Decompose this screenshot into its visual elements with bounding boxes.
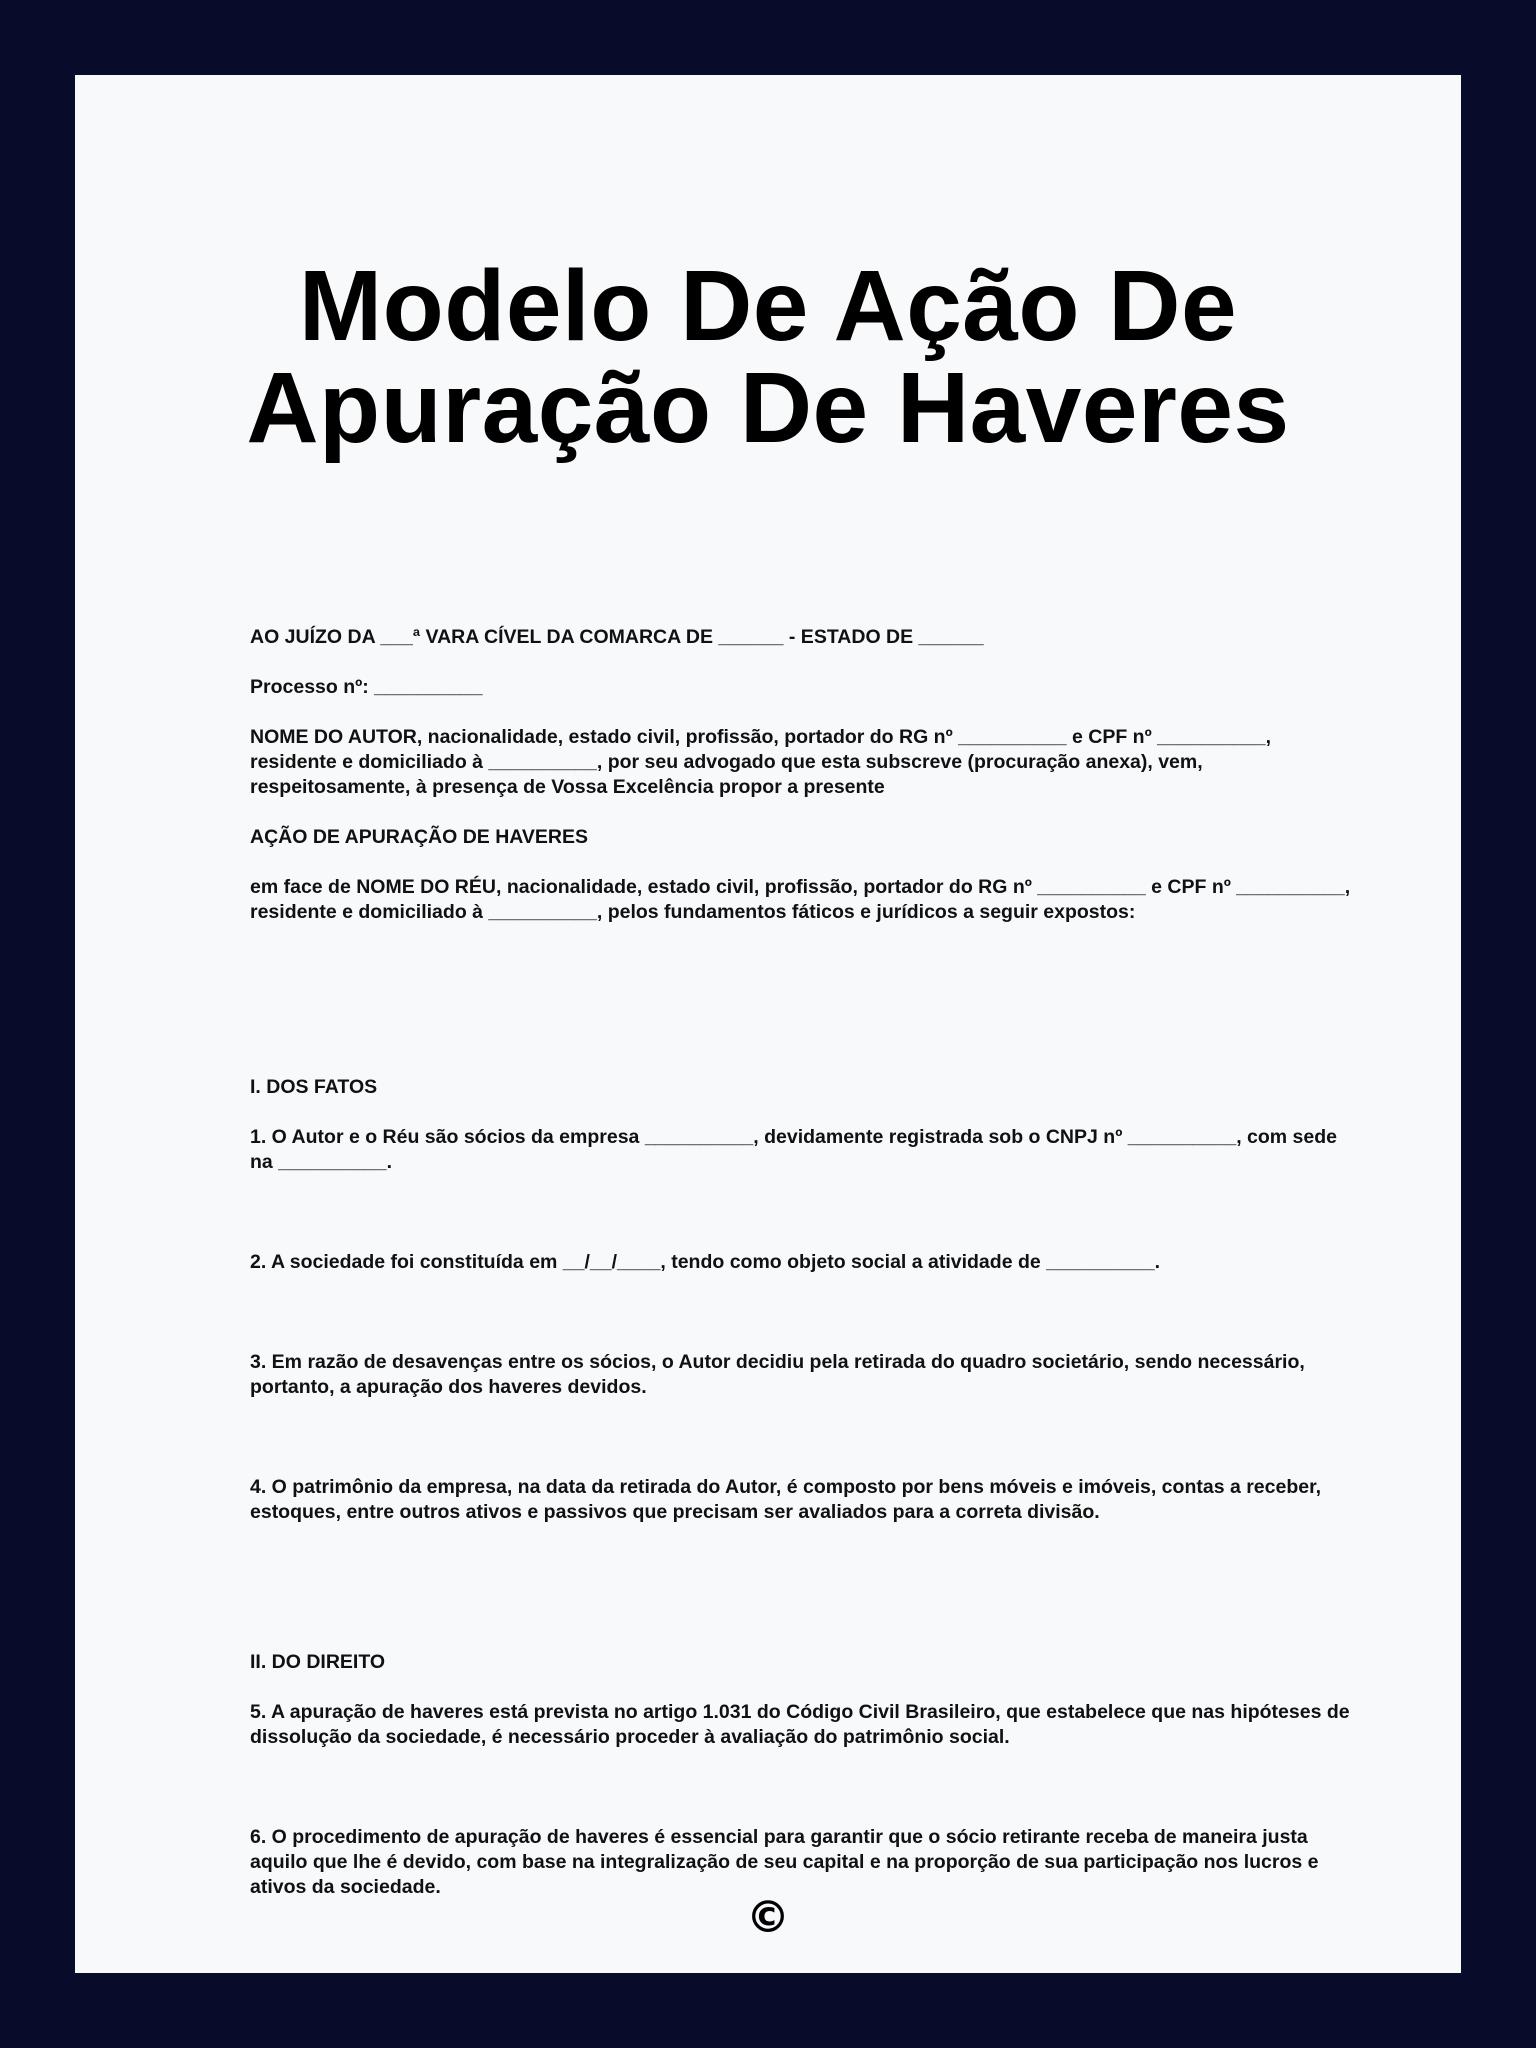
fact-paragraph-2: 2. A sociedade foi constituída em __/__/____, tendo como objeto social a atividade de __________. xyxy=(250,1251,1160,1273)
court-address: AO JUÍZO DA ___ª VARA CÍVEL DA COMARCA DE ______ - ESTADO DE ______ xyxy=(250,626,984,648)
copyright-symbol: © xyxy=(746,1892,790,1943)
defendant-qualification: em face de NOME DO RÉU, nacionalidade, estado civil, profissão, portador do RG nº __________ e CPF nº __________, residente e domiciliado à __________, pelos fundamentos fáticos e jurídicos a seguir expostos: xyxy=(250,876,1351,923)
title-line-1: Modelo De Ação De xyxy=(298,250,1238,362)
section-facts-heading: I. DOS FATOS xyxy=(250,1076,378,1098)
fact-paragraph-3: 3. Em razão de desavenças entre os sócios, o Autor decidiu pela retirada do quadro societário, sendo necessário, portanto, a apuração dos haveres devidos. xyxy=(250,1351,1305,1398)
document-title xyxy=(75,250,1461,464)
law-paragraph-5: 5. A apuração de haveres está prevista no artigo 1.031 do Código Civil Brasileiro, que estabelece que nas hipóteses de dissolução da sociedade, é necessário proceder à avaliação do patrimônio social. xyxy=(250,1701,1350,1748)
plaintiff-qualification: NOME DO AUTOR, nacionalidade, estado civil, profissão, portador do RG nº __________ e CPF nº __________, residente e domiciliado à __________, por seu advogado que esta subscreve (procuração anexa), vem, respeitosamente, à presença de Vossa Excelência propor a presente xyxy=(250,726,1271,798)
fact-paragraph-4: 4. O patrimônio da empresa, na data da retirada do Autor, é composto por bens móveis e imóveis, contas a receber, estoques, entre outros ativos e passivos que precisam ser avaliados para a correta divisão. xyxy=(250,1476,1322,1523)
action-heading: AÇÃO DE APURAÇÃO DE HAVERES xyxy=(250,826,589,848)
process-number: Processo nº: __________ xyxy=(250,676,483,698)
document-page xyxy=(75,75,1461,1973)
fact-paragraph-1: 1. O Autor e o Réu são sócios da empresa __________, devidamente registrada sob o CNPJ nº __________, com sede na __________. xyxy=(250,1126,1337,1173)
law-paragraph-6: 6. O procedimento de apuração de haveres é essencial para garantir que o sócio retirante receba de maneira justa aquilo que lhe é devido, com base na integralização de seu capital e na proporção de sua participação nos lucros e ativos da sociedade. xyxy=(250,1826,1319,1898)
title-line-2: Apuração De Haveres xyxy=(246,352,1290,464)
section-law-heading: II. DO DIREITO xyxy=(250,1651,386,1673)
